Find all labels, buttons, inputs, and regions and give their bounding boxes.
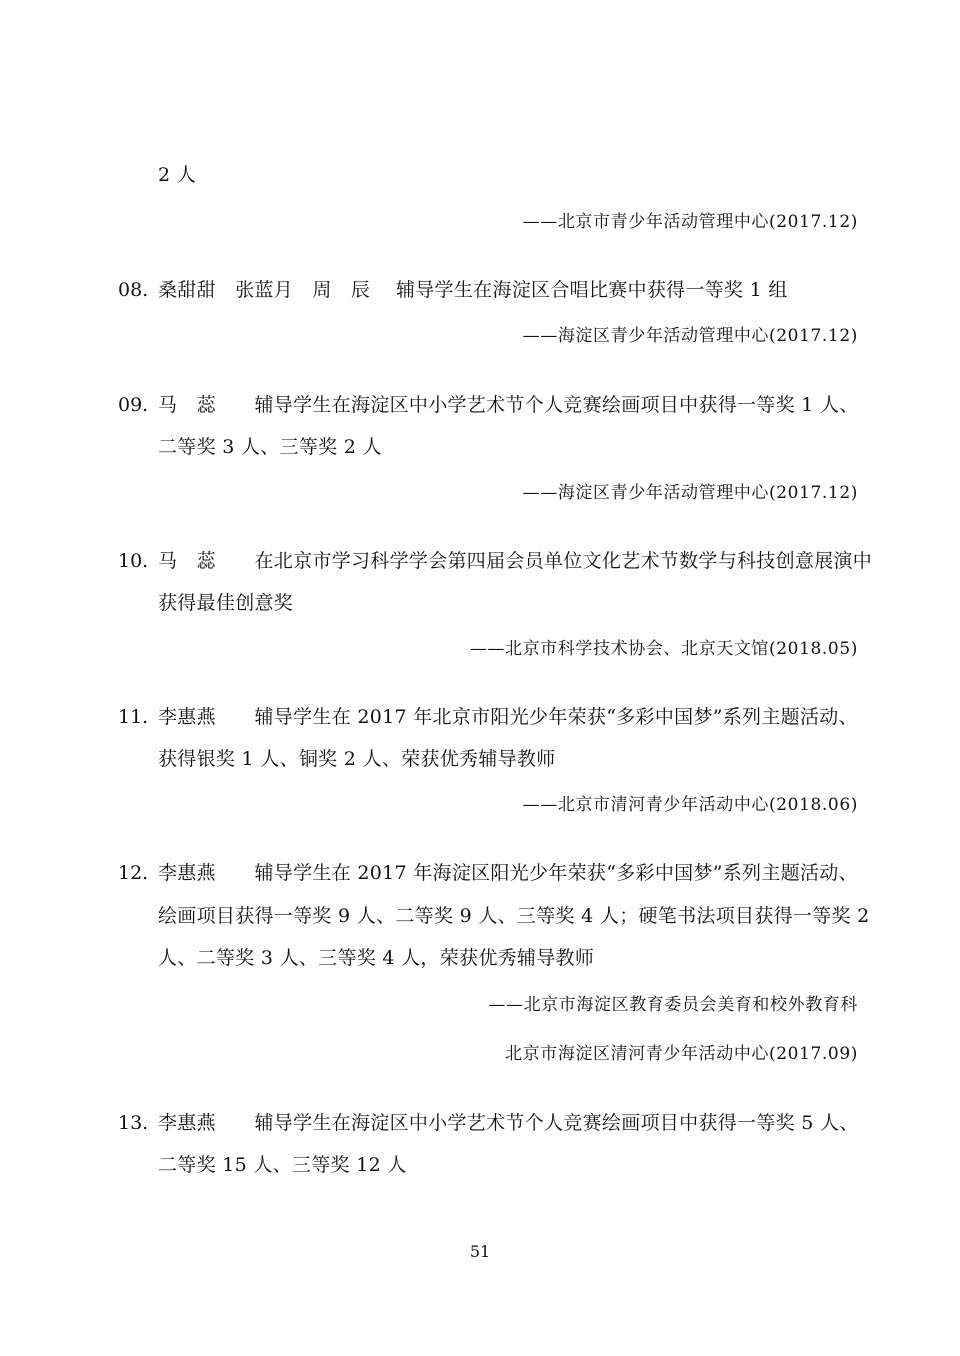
item-number: 11. [118,706,149,728]
item-text: 马 蕊 辅导学生在海淀区中小学艺术节个人竞赛绘画项目中获得一等奖 1 人、 [158,394,859,416]
item-text: 李惠燕 辅导学生在 2017 年海淀区阳光少年荣获“多彩中国梦”系列主题活动、 [158,862,858,884]
item-text: 人、二等奖 3 人、三等奖 4 人，荣获优秀辅导教师 [158,947,595,969]
item-text: 马 蕊 在北京市学习科学学会第四届会员单位文化艺术节数学与科技创意展演中 [158,550,873,572]
item-text: 绘画项目获得一等奖 9 人、二等奖 9 人、三等奖 4 人；硬笔书法项目获得一等奖 2 [158,905,870,927]
continued-text: 2 人 [158,164,197,186]
item-number: 10. [118,550,149,572]
item-text: 李惠燕 辅导学生在 2017 年北京市阳光少年荣获“多彩中国梦”系列主题活动、 [158,706,858,728]
source-attribution: ——海淀区青少年活动管理中心(2017.12) [522,483,858,503]
item-text: 二等奖 15 人、三等奖 12 人 [158,1154,407,1176]
source-attribution: ——北京市清河青少年活动中心(2018.06) [522,795,858,815]
page-number: 51 [469,1242,491,1261]
item-text: 李惠燕 辅导学生在海淀区中小学艺术节个人竞赛绘画项目中获得一等奖 5 人、 [158,1112,859,1134]
source-attribution: 北京市海淀区清河青少年活动中心(2017.09) [505,1044,858,1064]
source-attribution: ——北京市青少年活动管理中心(2017.12) [522,212,858,232]
item-number: 12. [118,862,149,884]
source-attribution: ——北京市海淀区教育委员会美育和校外教育科 [488,995,858,1015]
item-text: 获得最佳创意奖 [158,592,294,614]
item-text: 桑甜甜 张蓝月 周 辰 辅导学生在海淀区合唱比赛中获得一等奖 1 组 [158,279,788,301]
item-text: 获得银奖 1 人、铜奖 2 人、荣获优秀辅导教师 [158,748,556,770]
item-number: 09. [118,394,149,416]
item-number: 13. [118,1112,149,1134]
source-attribution: ——海淀区青少年活动管理中心(2017.12) [522,326,858,346]
source-attribution: ——北京市科学技术协会、北京天文馆(2018.05) [469,639,858,659]
item-text: 二等奖 3 人、三等奖 2 人 [158,436,382,458]
item-number: 08. [118,279,149,301]
